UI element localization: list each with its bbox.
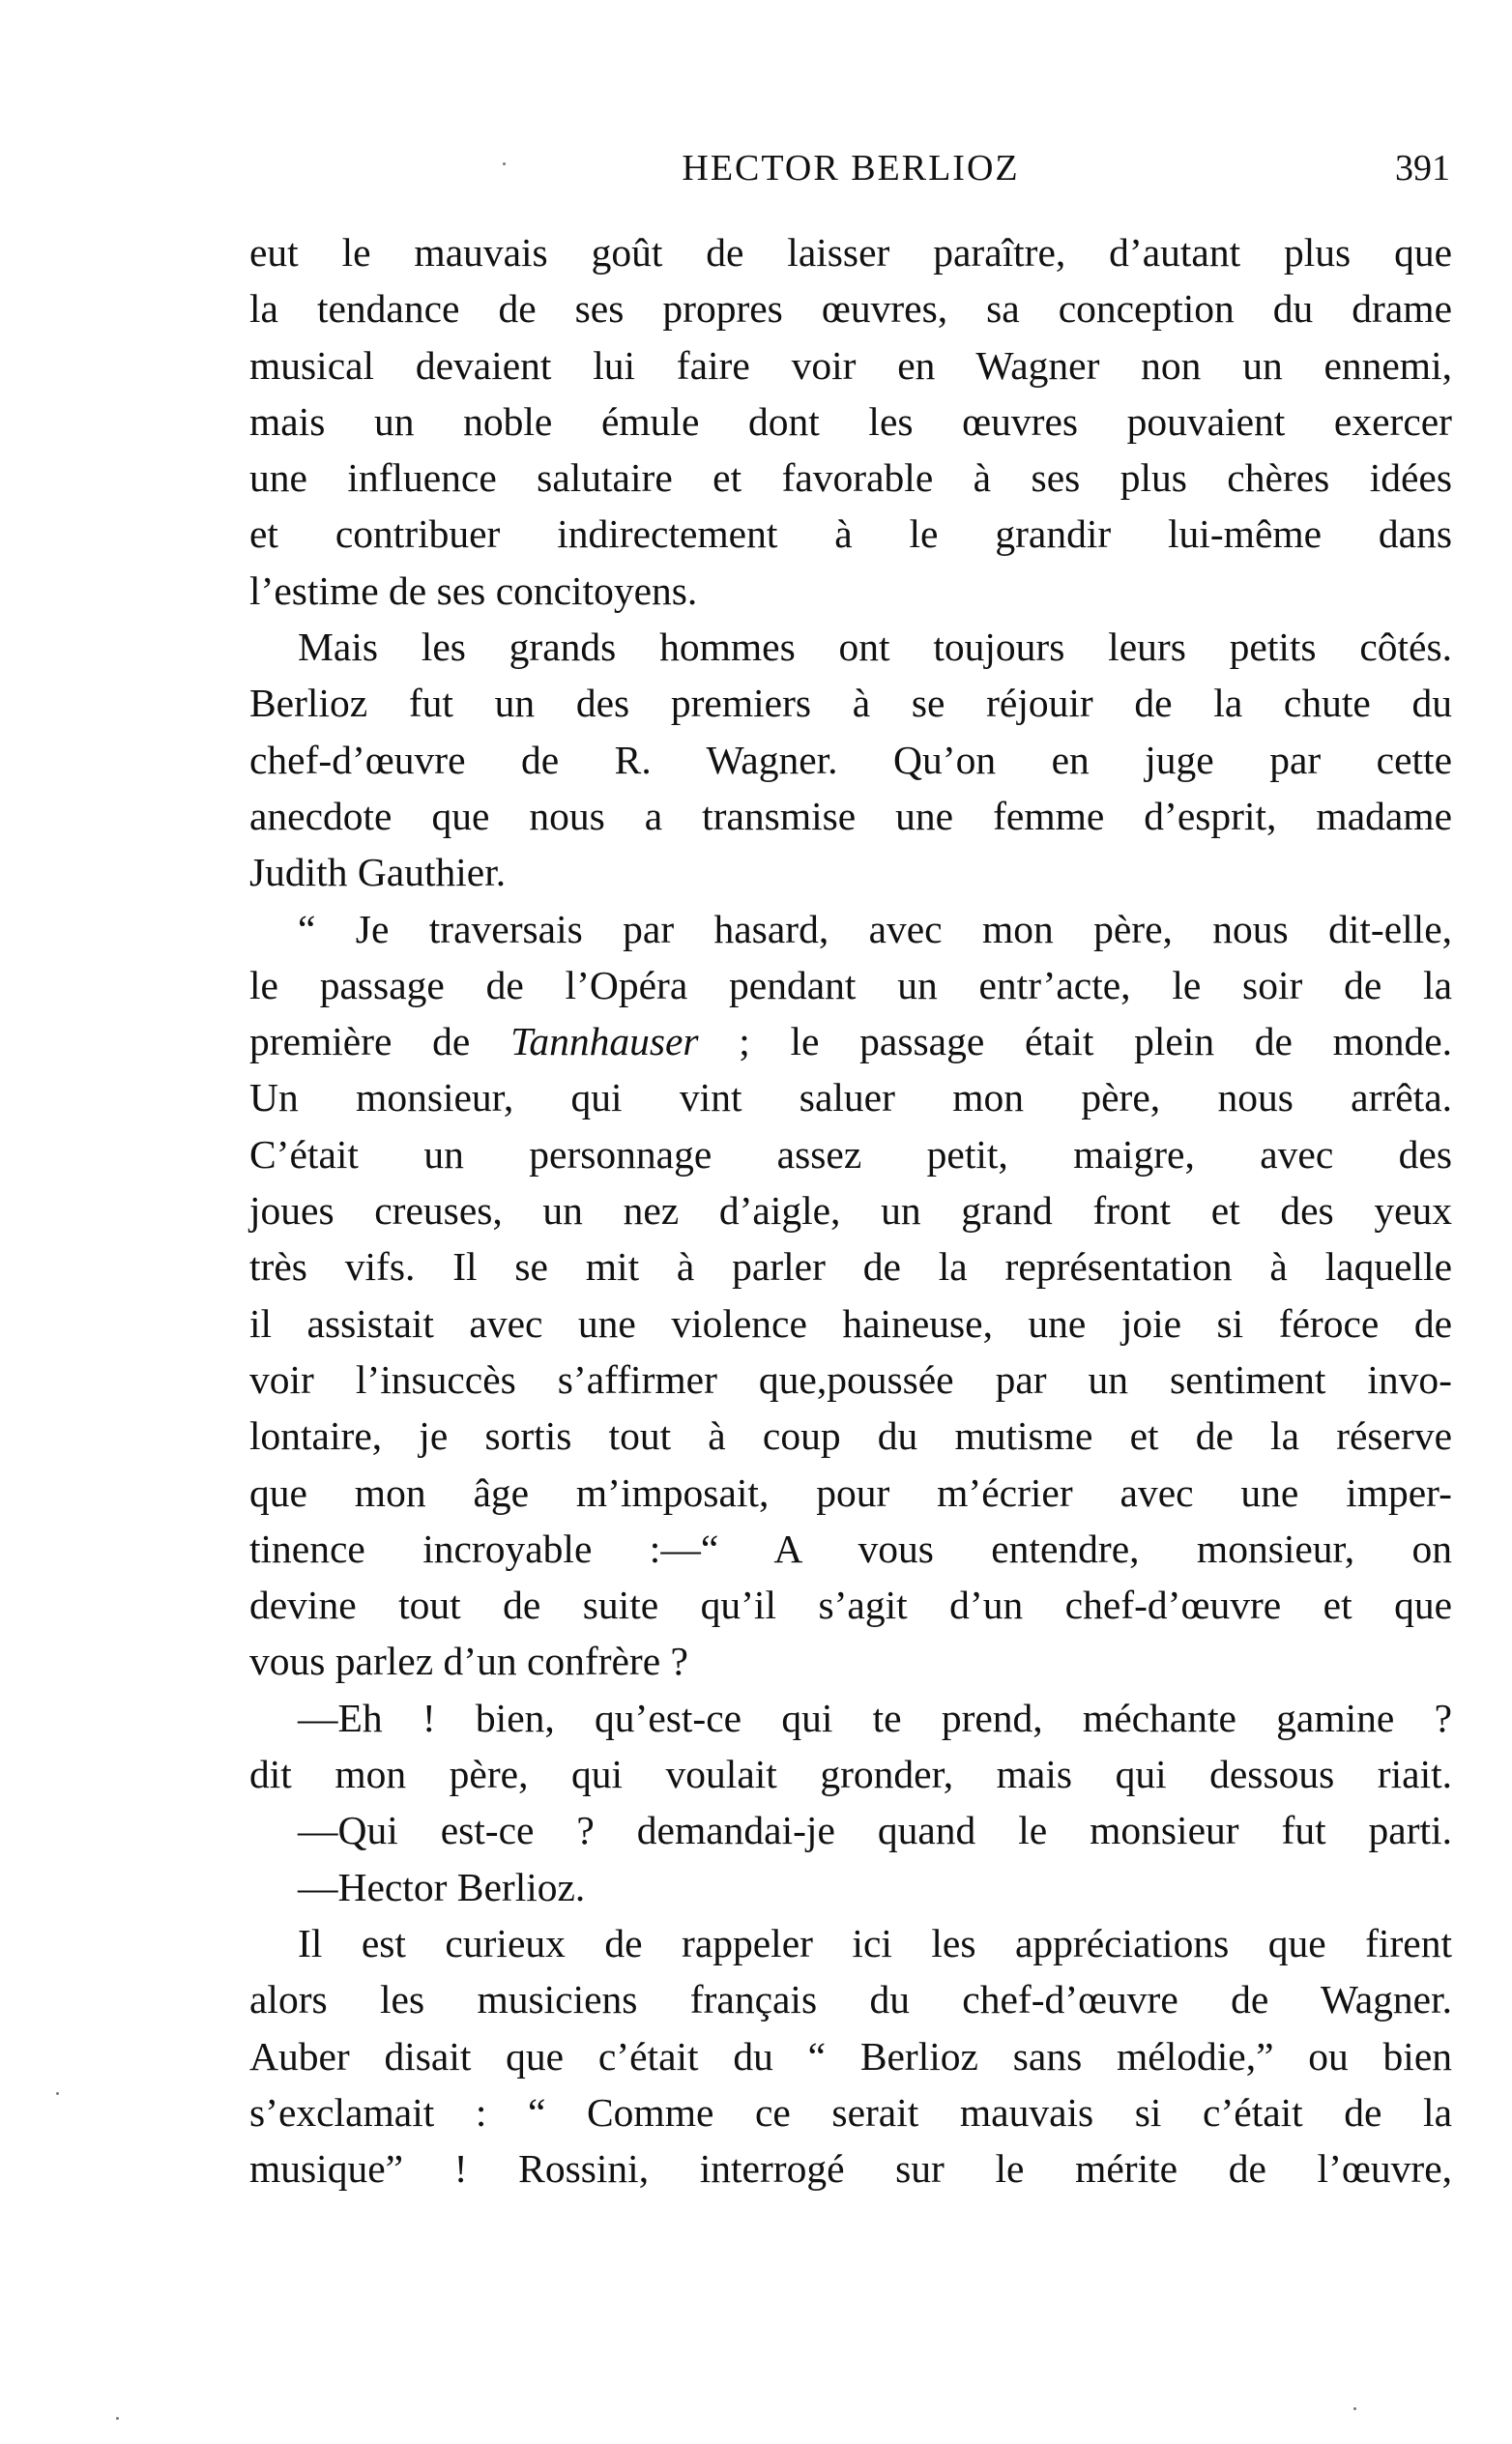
text-line: anecdote que nous a transmise une femme d’esprit, madame bbox=[249, 793, 1452, 838]
text-line: lontaire, je sortis tout à coup du mutisme et de la réserve bbox=[249, 1413, 1452, 1459]
page-number: 391 bbox=[1395, 148, 1450, 189]
text-line: première de Tannhauser ; le passage était plein de monde. bbox=[249, 1019, 1452, 1064]
text-line: Mais les grands hommes ont toujours leurs petits côtés. bbox=[298, 625, 1452, 670]
body-text bbox=[249, 224, 1452, 2197]
text-line: —Qui est-ce ? demandai-je quand le monsieur fut parti. bbox=[298, 1808, 1452, 1853]
text-line: une influence salutaire et favorable à ses plus chères idées bbox=[249, 455, 1452, 501]
italic-title: Tannhauser bbox=[510, 1019, 699, 1064]
text-line: dit mon père, qui voulait gronder, mais qui dessous riait. bbox=[249, 1752, 1452, 1797]
text-line: que mon âge m’imposait, pour m’écrier avec une imper- bbox=[249, 1469, 1452, 1515]
text-line: Berlioz fut un des premiers à se réjouir de la chute du bbox=[249, 681, 1452, 726]
text-line: chef-d’œuvre de R. Wagner. Qu’on en juge par cette bbox=[249, 737, 1452, 782]
text-line: “ Je traversais par hasard, avec mon père, nous dit-elle, bbox=[298, 906, 1452, 951]
text-line: et contribuer indirectement à le grandir lui-même dans bbox=[249, 511, 1452, 557]
text-line: Il est curieux de rappeler ici les appréciations que firent bbox=[298, 1920, 1452, 1965]
scan-speck bbox=[1353, 2407, 1356, 2410]
text-line: voir l’insuccès s’affirmer que,poussée par un sentiment invo- bbox=[249, 1356, 1452, 1402]
scan-speck bbox=[503, 162, 506, 165]
text-line: tinence incroyable :—“ A vous entendre, monsieur, on bbox=[249, 1526, 1452, 1571]
text-line: Un monsieur, qui vint saluer mon père, nous arrêta. bbox=[249, 1075, 1452, 1120]
text-line: vous parlez d’un confrère ? bbox=[249, 1639, 688, 1684]
scan-speck bbox=[56, 2092, 59, 2095]
text-line: musical devaient lui faire voir en Wagner non un ennemi, bbox=[249, 342, 1452, 388]
text-line: très vifs. Il se mit à parler de la représentation à laquelle bbox=[249, 1244, 1452, 1290]
text-line: joues creuses, un nez d’aigle, un grand front et des yeux bbox=[249, 1188, 1452, 1234]
text-line: il assistait avec une violence haineuse, une joie si féroce de bbox=[249, 1300, 1452, 1346]
text-line: Judith Gauthier. bbox=[249, 850, 507, 895]
text-line: C’était un personnage assez petit, maigre, avec des bbox=[249, 1131, 1452, 1177]
running-title: HECTOR BERLIOZ bbox=[682, 148, 1020, 189]
text-line: le passage de l’Opéra pendant un entr’acte, le soir de la bbox=[249, 962, 1452, 1007]
running-head bbox=[251, 141, 1450, 195]
text-line: —Hector Berlioz. bbox=[298, 1864, 586, 1909]
text-line: alors les musiciens français du chef-d’œuvre de Wagner. bbox=[249, 1977, 1452, 2022]
text-line: l’estime de ses concitoyens. bbox=[249, 567, 698, 613]
scan-speck bbox=[116, 2417, 119, 2420]
text-line: devine tout de suite qu’il s’agit d’un chef-d’œuvre et que bbox=[249, 1583, 1452, 1628]
text-line: la tendance de ses propres œuvres, sa conception du drame bbox=[249, 286, 1452, 332]
text-line: Auber disait que c’était du “ Berlioz sans mélodie,” ou bien bbox=[249, 2033, 1452, 2079]
text-line: musique” ! Rossini, interrogé sur le mérite de l’œuvre, bbox=[249, 2146, 1452, 2192]
text-line: —Eh ! bien, qu’est-ce qui te prend, méchante gamine ? bbox=[298, 1695, 1452, 1740]
text-line: s’exclamait : “ Comme ce serait mauvais si c’était de la bbox=[249, 2089, 1452, 2135]
text-line: eut le mauvais goût de laisser paraître, d’autant plus que bbox=[249, 230, 1452, 275]
text-line: mais un noble émule dont les œuvres pouvaient exercer bbox=[249, 398, 1452, 444]
